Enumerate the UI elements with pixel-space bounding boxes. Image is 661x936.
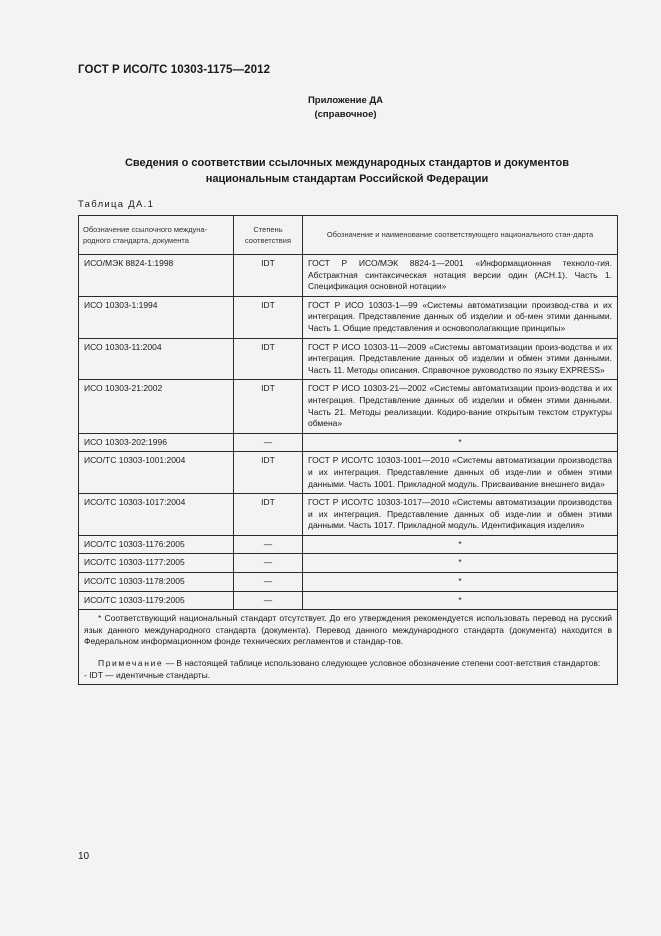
document-code: ГОСТ Р ИСО/ТС 10303-1175—2012 [78,64,271,76]
column-header-degree: Степень соответствия [234,216,303,255]
table-caption: Таблица ДА.1 [78,199,155,210]
cell-degree: IDT [234,380,303,433]
section-title-line-1: Сведения о соответствии ссылочных международных стандартов и документов [124,157,570,169]
table-footer [79,610,618,685]
cell-international-standard: ИСО/ТС 10303-1178:2005 [79,573,234,592]
cell-national-standard: * [303,554,618,573]
table-row [79,452,618,494]
table-row [79,573,618,592]
cell-international-standard: ИСО/ТС 10303-1001:2004 [79,452,234,494]
appendix-heading [0,94,661,122]
cell-international-standard: ИСО/ТС 10303-1017:2004 [79,494,234,536]
table-row [79,494,618,536]
cell-international-standard: ИСО/ТС 10303-1176:2005 [79,535,234,554]
cell-degree: — [234,554,303,573]
cell-degree: IDT [234,494,303,536]
table-row [79,554,618,573]
cell-international-standard: ИСО 10303-21:2002 [79,380,234,433]
table-header-row [79,216,618,255]
table-row [79,591,618,610]
cell-national-standard: ГОСТ Р ИСО/ТС 10303-1017—2010 «Системы автоматизации производства и их интеграция. Представление данных об изде-лии и обмен этими данными. Часть 1017. Прикладной модуль. Идентификация изделия» [303,494,618,536]
cell-national-standard: ГОСТ Р ИСО/МЭК 8824-1—2001 «Информационная техноло-гия. Абстрактная синтаксическая нотация версии один (АСН.1). Часть 1. Спецификация основной нотации» [303,255,618,297]
cell-degree: IDT [234,255,303,297]
cell-international-standard: ИСО 10303-11:2004 [79,338,234,380]
table-row [79,380,618,433]
cell-international-standard: ИСО 10303-1:1994 [79,296,234,338]
table-row [79,338,618,380]
column-header-international-standard: Обозначение ссылочного междуна-родного стандарта, документа [79,216,234,255]
cell-international-standard: ИСО 10303-202:1996 [79,433,234,452]
table-row [79,433,618,452]
section-title-line-2: национальным стандартам Российской Федерации [205,173,489,185]
page-number: 10 [78,851,90,862]
correspondence-table [78,215,618,685]
note-item: - IDT — идентичные стандарты. [84,669,211,680]
cell-national-standard: ГОСТ Р ИСО 10303-11—2009 «Системы автоматизации произ-водства и их интеграция. Представление данных об изделии и обмен этими данными. Часть 11. Методы описания. Справочное руководство по языку EXPRESS» [303,338,618,380]
note [84,658,612,670]
cell-degree: — [234,573,303,592]
table-row [79,535,618,554]
cell-degree: IDT [234,296,303,338]
cell-international-standard: ИСО/ТС 10303-1179:2005 [79,591,234,610]
cell-national-standard: ГОСТ Р ИСО/ТС 10303-1001—2010 «Системы автоматизации производства и их интеграция. Представление данных об изде-лии и обмен этими данными. Часть 1001. Прикладной модуль. Присваивание внешнего вида» [303,452,618,494]
cell-national-standard: * [303,573,618,592]
appendix-title: Приложение ДА [307,95,384,106]
section-title [78,155,616,187]
table-row [79,296,618,338]
note-text: — В настоящей таблице использовано следующее условное обозначение степени соот-ветствия стандартов: [163,658,601,669]
appendix-subtitle: (справочное) [314,109,377,120]
cell-degree: — [234,433,303,452]
table-footer-row [79,610,618,685]
cell-national-standard: ГОСТ Р ИСО 10303-21—2002 «Системы автоматизации произ-водства и их интеграция. Представление данных об изделии и обмен этими данными. Часть 21. Методы реализации. Кодиро-вание открытым текстом структуры обмена» [303,380,618,433]
note-label: Примечание [98,658,164,669]
footnote: * Соответствующий национальный стандарт отсутствует. До его утверждения рекомендуется использовать перевод на русский язык данного международного стандарта (документа). Перевод данного международного стандарта (документа) находится в Федеральном информационном фонде технических регламентов и стандар-тов. [84,613,612,647]
cell-national-standard: * [303,591,618,610]
cell-degree: — [234,591,303,610]
cell-international-standard: ИСО/МЭК 8824-1:1998 [79,255,234,297]
cell-degree: — [234,535,303,554]
cell-degree: IDT [234,452,303,494]
cell-national-standard: * [303,433,618,452]
table-row [79,255,618,297]
column-header-national-standard: Обозначение и наименование соответствующего национального стан-дарта [303,216,618,255]
cell-national-standard: * [303,535,618,554]
cell-international-standard: ИСО/ТС 10303-1177:2005 [79,554,234,573]
cell-degree: IDT [234,338,303,380]
cell-national-standard: ГОСТ Р ИСО 10303-1—99 «Системы автоматизации производ-ства и их интеграция. Представление данных об изделии и об-мен этими данными. Часть 1. Общие представления и основополагающие принципы» [303,296,618,338]
